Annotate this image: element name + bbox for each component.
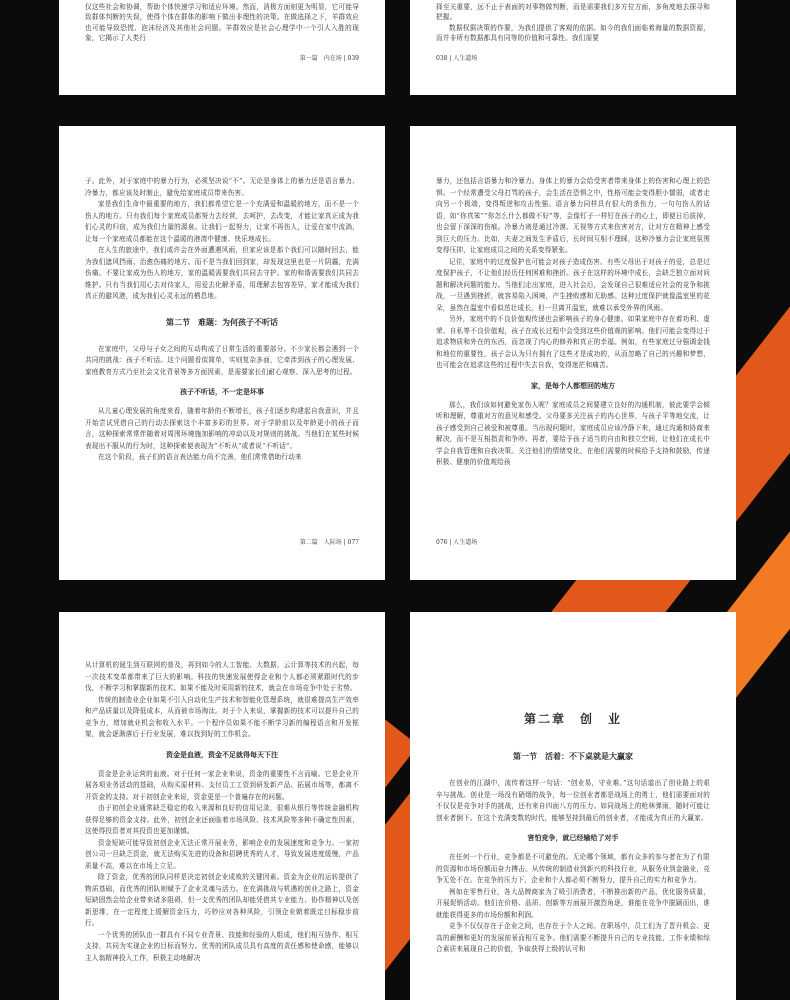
paragraph: 在这个阶段，孩子们的语言表达能力尚不完善，他们常常借助行动来 xyxy=(98,453,302,461)
page-footer: 038 | 人生道场 xyxy=(436,55,478,62)
paragraph: 一个优秀的团队由一群具有不同专业背景、技能和经验的人组成，他们相互协作、相互支持，共同为实现企业的目标而努力。优秀的团队成员具有高度的责任感和使命感，能够以主人翁精神投入工作，积极主动地解决 xyxy=(85,930,359,962)
paragraph: 择至关重要，远不止于表面的对事物做判断，而是需要我们多方位方面，多角度地去探寻和把握。 xyxy=(436,3,710,22)
page-footer: 076 | 人生道场 xyxy=(436,539,478,546)
chapter-title: 第二章 创 业 xyxy=(523,712,622,726)
subsection-title: 家，是每个人都想回的地方 xyxy=(531,381,615,390)
paragraph: 传统的制造业企业如果不引入自动化生产技术和智能化管理系统，就很难提高生产效率和产品质量以及降低成本，从而被市场淘汰。对于个人来说，掌握新的技术可以提升自己的竞争力，增加就业机会和收入水平。一个程序员如果不能不断学习新的编程语言和开发框架，就会逐渐落后于行业发展，难以找到好的工作机会。 xyxy=(85,695,359,738)
paragraph: 暴力，还包括言语暴力和冷暴力。身体上的暴力会给受害者带来身体上的伤害和心理上的恐惧。一个经常遭受父母打骂的孩子，会生活在恐惧之中，性格可能会变得胆小懦弱，或者走向另一个极端，变得叛逆和攻击性强。语言暴力同样具有很大的杀伤力，一句句伤人的话语，如“你真笨”“你怎么什么都做不好”等，会像钉子一样钉在孩子的心上，即便日后拔掉，也会留下深深的伤痕。冷暴力则是通过冷漠、无视等方式来伤害对方，让对方在精神上感受到巨大的压力。比如，夫妻之间发生矛盾后，长时间互相不理睬，这种冷暴力会让家庭氛围变得压抑，让家庭成员之间的关系变得紧张。 xyxy=(436,177,710,254)
page-footer: 第一篇 内在场 | 039 xyxy=(299,55,359,62)
subsection-title: 孩子不听话，不一定是坏事 xyxy=(180,388,264,396)
book-page-039 xyxy=(59,0,385,95)
paragraph: 由于初创企业通常缺乏稳定的收入来源和良好的信用记录，很难从银行等传统金融机构获得足够的资金支持。此外，初创企业还面临着市场风险、技术风险等多种不确定性因素，这使得投资者对其投资也更加谨慎。 xyxy=(85,804,359,835)
paragraph: 另外，家庭中的不良价值观传递也会影响孩子的身心健康。如果家庭中存在着功利、虚荣、自私等不良价值观，孩子在成长过程中会受到这些价值观的影响。他们可能会变得过于追求物质和外在的东西，而忽视了内心的修养和真正的幸福。例如，有些家庭过分强调金钱和地位的重要性，孩子会认为只有拥有了这些才是成功的，从而忽略了自己的兴趣和梦想，也可能会在追求这些的过程中失去自我，变得迷茫和痛苦。 xyxy=(436,315,710,369)
book-page-038 xyxy=(410,0,736,95)
paragraph: 资金短缺可能导致初创企业无法正常开展业务，影响企业的发展速度和竞争力。一家初创公司一旦缺乏资金，就无法购买先进的设备和招聘优秀的人才，导致发展进度缓慢，产品质量不高，难以在市场上立足。 xyxy=(85,838,359,870)
paragraph: 资金是企业运营的血液。对于任何一家企业来说，资金的重要性不言而喻。它是企业开展各项业务活动的基础，从购买原材料、支付员工工资到研发新产品、拓展市场等，都离不开资金的支持。对于初创企业来说，资金更是一个普遍存在的问题。 xyxy=(85,769,359,801)
book-page-business-funding xyxy=(59,612,385,1000)
paragraph: 家是我们生命中最重要的地方，我们都希望它是一个充满爱和温暖的地方，而不是一个伤人的地方。只有我们每个家庭成员都努力去经营，去呵护，去改变，才能让家真正成为我们心灵的归宿，成为我们力量的源泉。让我们一起努力，让家不再伤人，让爱在家中流淌，让每一个家庭成员都能在这个温暖的港湾中健康、快乐地成长。 xyxy=(85,200,359,243)
paragraph: 从计算机的诞生到互联网的普及，再到如今的人工智能、大数据、云计算等技术的兴起，每一次技术变革都带来了巨大的影响。科技的快速发展使得企业和个人都必须紧跟时代的步伐，不断学习和掌握新的技术。如果不能及时采用新的技术，就会在市场竞争中处于劣势。 xyxy=(85,661,359,692)
paragraph: 那么，我们该如何避免家伤人呢？家庭成员之间要建立良好的沟通机制，彼此要学会倾听和理解，尊重对方的意见和感受。父母要多关注孩子的内心世界，与孩子平等地交流，让孩子感受到自己被爱和被尊重。当出现问题时，家庭成员应该冷静下来，通过沟通和协商来解决，而不是互相指责和争吵。再者，要给予孩子适当的自由和独立空间，让他们在成长中学会自我管理和自我决策。关注他们的情绪变化，在他们需要的时候给予支持和鼓励，传递积极、健康的价值观给孩 xyxy=(436,400,710,466)
book-page-076 xyxy=(410,126,736,580)
book-page-chapter-two xyxy=(410,612,736,1000)
page-footer: 第二篇 人际场 | 077 xyxy=(299,539,359,546)
book-page-077 xyxy=(59,126,385,580)
subsection-title: 资金是血液，资金不足就得每天下注 xyxy=(166,750,278,759)
paragraph: 在人生的旅途中，我们或许会在外面遭遇风雨，但家应该是那个我们可以随时回去，能为我们遮风挡雨、治愈伤痛的地方。而不是当我们回到家，却发现这里也是一片阴霾，充满伤痛。不要让家成为伤人的地方，家的温暖需要我们共同去守护。家的和谐需要我们共同去维护。只有当我们用心去对待家人，用爱去化解矛盾，用理解去包容差异，家才能成为我们真正的避风港，成为我们心灵永远的栖息地。 xyxy=(85,246,359,300)
subsection-title: 害怕竞争，就已经输给了对手 xyxy=(527,834,619,842)
paragraph: 除了资金，优秀的团队同样是决定初创企业成败的关键因素。资金为企业的运转提供了物质基础，而优秀的团队则赋予了企业灵魂与活力。在充满挑战与机遇的创业之路上，资金短缺固然会给企业带来诸多阻碍，但一支优秀的团队却能凭借其专业能力、协作精神以及创新思维，在一定程度上缓解资金压力，巧妙应对各种风险，引领企业朝着既定目标稳步前行。 xyxy=(85,873,359,927)
paragraph: 在家庭中，父母与子女之间的互动构成了日常生活的重要部分。不少家长都会遇到一个共同的挑战：孩子不听话。这个问题看似简单，实则复杂多面，它牵涉到孩子的心理发展、家庭教育方式乃至社会文化背景等多方面因素，是需要家长们耐心观察、深入思考的过程。 xyxy=(85,344,359,376)
paragraph: 记住，家庭中的过度保护也可能会对孩子造成伤害。有些父母出于对孩子的爱，总是过度保护孩子，不让他们经历任何困难和挫折。孩子在这样的环境中成长，会缺乏独立面对问题和解决问题的能力。当他们走出家庭，进入社会后，会发现自己很难适应社会的竞争和挑战，一旦遇到挫折，就容易陷入困境，产生挫败感和无助感。这种过度保护就像温室里的花朵，虽然在温室中看似茁壮成长，但一旦离开温室，就难以承受外界的风雨。 xyxy=(436,257,710,312)
paragraph: 在创业的江湖中，流传着这样一句话：“创业易，守业难。”这句话道出了创业路上的艰辛与挑战。创业是一场没有硝烟的战争，每一位创业者都是战场上的勇士，他们需要面对的不仅仅是竞争对手的挑战，还有来自四面八方的压力。如同战场上的枪林弹雨，随时可能让创业者倒下。在这个充满变数的时代，能够坚持到最后的创业者，才能成为真正的大赢家。 xyxy=(436,779,710,822)
paragraph: 子。此外，对于家庭中的暴力行为，必须坚决说“不”。无论是身体上的暴力还是语言暴力、冷暴力，都应该及时制止，避免给家庭成员带来伤害。 xyxy=(85,177,359,197)
paragraph: 仅这些社会和协调，帮助个体快速学习和适应环境。然而，消极方面则更为明显，它可能导致群体判断的失误，使得个体在群体的影响下做出非理性的决策。在做选择之下，羊群效应也可能导致恐慌、泡沫经济及其他社会问题。羊群效应是社会心理学中一个引人入胜的现象，它揭示了人类行 xyxy=(85,3,359,43)
section-title: 第一节 活着：不下桌就是大赢家 xyxy=(513,752,633,761)
paragraph: 例如在零售行业，各大品牌商家为了吸引消费者，不断推出新的产品，优化服务质量，开展促销活动。他们在价格、品质、创新等方面展开激烈角逐，谁能在竞争中脱颖而出，谁就能获得更多的市场份额和利润。 xyxy=(436,887,710,919)
paragraph: 从儿童心理发展的角度来看，随着年龄的不断增长，孩子们逐步构建起自我意识，并且开始尝试凭借自己的行动去探索这个丰富多彩的世界。对于学龄前以及年龄更小的孩子而言，这种探索常常伴随着对周围环境施加影响的冲动以及对规则的挑战。当他们在某些时候表现出不服从的行为时，这种探索便表现为“不听从”或者说“不听话”。 xyxy=(85,407,359,450)
paragraph: 竞争不仅仅存在于企业之间，也存在于个人之间。在职场中，员工们为了晋升机会、更高的薪酬和更好的发展前景而相互竞争。他们需要不断提升自己的专业技能，工作业绩和综合素质来展现自己的价值，争取获得上级的认可和 xyxy=(436,922,710,953)
paragraph: 数据权据决策的作要，为我们提供了客观的依据。如今的我们面临着海量的数据资源，而并非所有数据都具有同等的价值和可靠性。我们需要 xyxy=(436,23,710,43)
paragraph: 在任何一个行业，竞争都是不可避免的。无论哪个领域，都有众多的参与者在为了有限的资源和市场份额而奋力搏击。从传统的制造业到新兴的科技行业，从服务业到金融业，竞争无处不在。在竞争的压力下，企业和个人都必须不断努力，提升自己的实力和竞争力。 xyxy=(436,853,710,884)
section-title: 第二节 难题：为何孩子不听话 xyxy=(166,317,278,327)
